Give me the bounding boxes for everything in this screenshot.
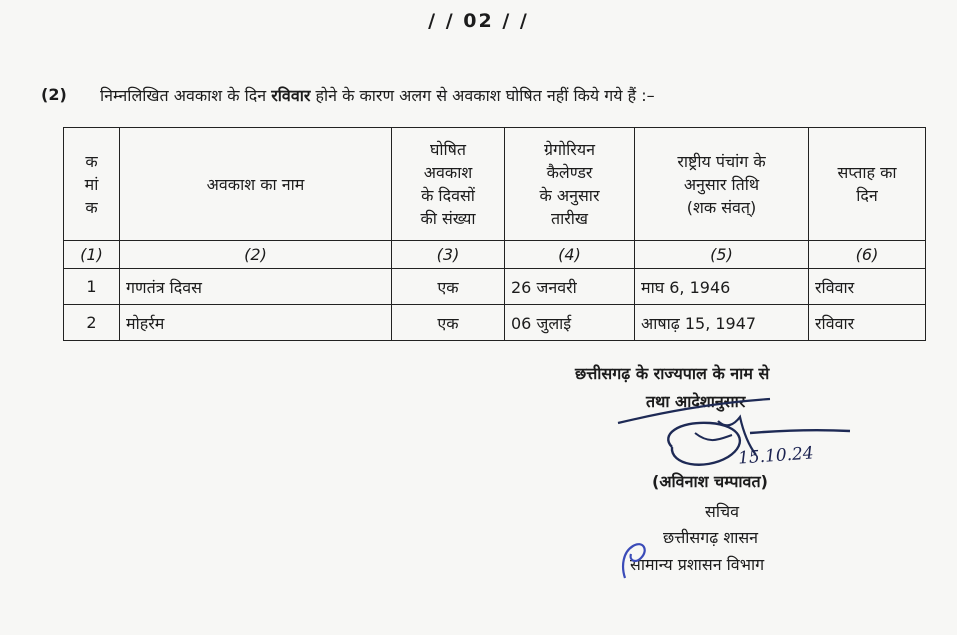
- table-row: [64, 269, 926, 305]
- row-serial: 2: [64, 305, 120, 341]
- column-number-row: [64, 241, 926, 269]
- row-days-count: एक: [392, 269, 505, 305]
- order-line: तथा आदेशानुसार: [646, 392, 746, 411]
- header-days-count: घोषित अवकाश के दिवसों की संख्या: [392, 128, 505, 241]
- row-holiday-name: गणतंत्र दिवस: [120, 269, 392, 305]
- page-number: / / 02 / /: [428, 10, 529, 32]
- paragraph-number: (2): [41, 85, 67, 104]
- header-gregorian-date: ग्रेगोरियन कैलेण्डर के अनुसार तारीख: [505, 128, 635, 241]
- column-number: (1): [64, 241, 120, 269]
- officer-designation: सचिव: [705, 502, 740, 521]
- holiday-table: [63, 127, 926, 341]
- column-number: (3): [392, 241, 505, 269]
- row-days-count: एक: [392, 305, 505, 341]
- paragraph-text-after: होने के कारण अलग से अवकाश घोषित नहीं किये गये हैं :–: [310, 86, 655, 105]
- table-header-row: [64, 128, 926, 241]
- column-number: (4): [505, 241, 635, 269]
- row-gregorian-date: 06 जुलाई: [505, 305, 635, 341]
- paragraph-text: [100, 84, 655, 106]
- officer-name: (अविनाश चम्पावत): [652, 472, 768, 491]
- table-row: [64, 305, 926, 341]
- government-name: छत्तीसगढ़ शासन: [663, 528, 759, 547]
- row-gregorian-date: 26 जनवरी: [505, 269, 635, 305]
- row-national-date: माघ 6, 1946: [635, 269, 809, 305]
- department-name: सामान्य प्रशासन विभाग: [630, 555, 765, 574]
- row-weekday: रविवार: [809, 305, 926, 341]
- header-serial: क मां क: [64, 128, 120, 241]
- header-weekday: सप्ताह का दिन: [809, 128, 926, 241]
- column-number: (6): [809, 241, 926, 269]
- header-holiday-name: अवकाश का नाम: [120, 128, 392, 241]
- row-holiday-name: मोहर्रम: [120, 305, 392, 341]
- authority-line: छत्तीसगढ़ के राज्यपाल के नाम से: [575, 364, 770, 383]
- header-national-date: राष्ट्रीय पंचांग के अनुसार तिथि (शक संवत्): [635, 128, 809, 241]
- row-serial: 1: [64, 269, 120, 305]
- handwritten-initial: [615, 538, 655, 584]
- paragraph-text-bold: रविवार: [271, 86, 311, 105]
- paragraph-text-before: निम्नलिखित अवकाश के दिन: [100, 86, 272, 105]
- row-national-date: आषाढ़ 15, 1947: [635, 305, 809, 341]
- row-weekday: रविवार: [809, 269, 926, 305]
- column-number: (5): [635, 241, 809, 269]
- column-number: (2): [120, 241, 392, 269]
- signature-date: 15.10.24: [737, 443, 815, 469]
